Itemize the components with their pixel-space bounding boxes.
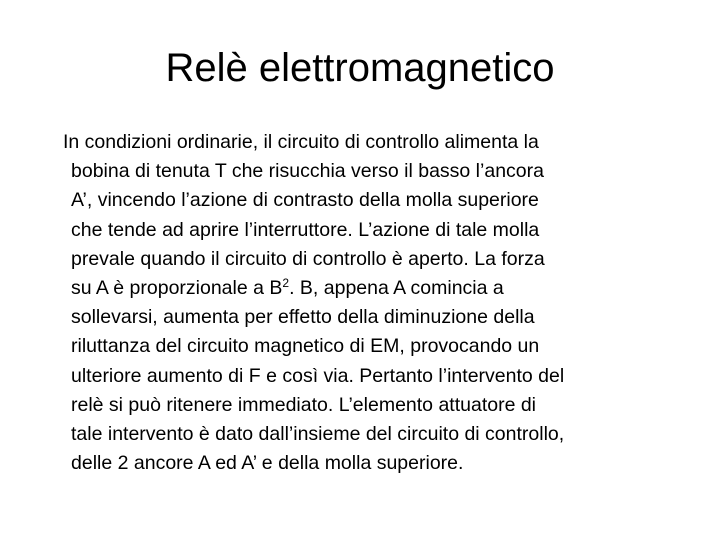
body-line: tale intervento è dato dall’insieme del circuito di controllo,	[71, 423, 565, 446]
body-line: delle 2 ancore A ed A’ e della molla superiore.	[71, 452, 464, 475]
slide-body-text	[63, 128, 693, 478]
body-line: bobina di tenuta T che risucchia verso il basso l’ancora	[71, 160, 544, 183]
body-line-part: . B, appena A comincia a	[289, 277, 504, 300]
body-line: che tende ad aprire l’interruttore. L’azione di tale molla	[71, 218, 540, 241]
body-line: A’, vincendo l’azione di contrasto della molla superiore	[71, 189, 539, 212]
body-line: prevale quando il circuito di controllo è aperto. La forza	[71, 247, 545, 270]
body-line: sollevarsi, aumenta per effetto della diminuzione della	[71, 306, 535, 329]
body-line: relè si può ritenere immediato. L’elemento attuatore di	[71, 393, 537, 416]
slide-title: Relè elettromagnetico	[165, 46, 555, 90]
body-line: riluttanza del circuito magnetico di EM, provocando un	[71, 335, 540, 358]
body-line-part: su A è proporzionale a B	[71, 277, 283, 300]
body-line: In condizioni ordinarie, il circuito di controllo alimenta la	[63, 131, 539, 153]
body-line: ulteriore aumento di F e così via. Pertanto l’intervento del	[71, 364, 565, 387]
body-line	[63, 274, 693, 303]
superscript-exponent: 2	[282, 276, 290, 291]
